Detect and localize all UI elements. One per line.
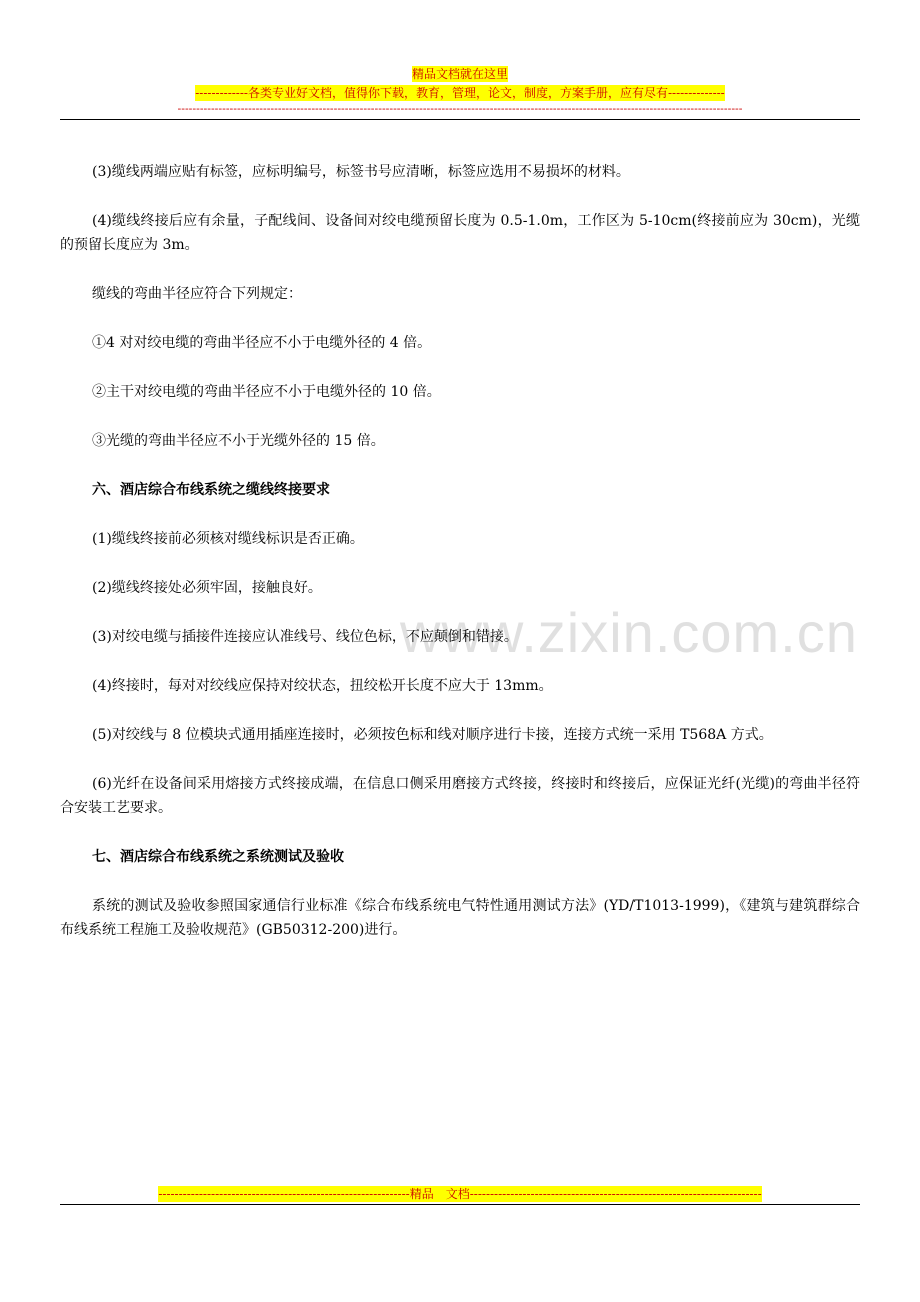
paragraph-bend-radius-fiber: ③光缆的弯曲半径应不小于光缆外径的 15 倍。 [92, 433, 385, 449]
paragraph-termination-2: (2)缆线终接处必须牢固，接触良好。 [92, 580, 322, 596]
paragraph-testing: 系统的测试及验收参照国家通信行业标准《综合布线系统电气特性通用测试方法》(YD/T1013-1999)，《建筑与建筑群综合布线系统工程施工及验收规范》(GB50312-200)进行。 [60, 898, 860, 938]
paragraph-termination-4: (4)终接时，每对对绞线应保持对绞状态，扭绞松开长度不应大于 13mm。 [92, 678, 553, 694]
paragraph-label-requirement: (3)缆线两端应贴有标签，应标明编号，标签书号应清晰，标签应选用不易损坏的材料。 [92, 164, 630, 180]
paragraph-termination-6: (6)光纤在设备间采用熔接方式终接成端，在信息口侧采用磨接方式终接，终接时和终接后，应保证光纤(光缆)的弯曲半径符合安装工艺要求。 [60, 776, 860, 816]
document-body [60, 160, 860, 967]
watermark: www.zixin.com.cn [400, 601, 858, 664]
paragraph-termination-5: (5)对绞线与 8 位模块式通用插座连接时，必须按色标和线对顺序进行卡接，连接方式统一采用 T568A 方式。 [92, 727, 773, 743]
page-footer [60, 1186, 860, 1202]
header-dashed-line: -------------------------------------------------------------------------------------------------------------------------------------------------------- [177, 103, 743, 115]
footer-text: --------------------------------------------------------------精品 文档------------------------------------------------------------------------ [158, 1187, 762, 1201]
paragraph-bend-radius-4pair: ①4 对对绞电缆的弯曲半径应不小于电缆外径的 4 倍。 [92, 335, 432, 351]
section-heading-testing: 七、酒店综合布线系统之系统测试及验收 [92, 849, 344, 865]
paragraph-reserve-length: (4)缆线终接后应有余量，子配线间、设备间对绞电缆预留长度为 0.5-1.0m，工作区为 5-10cm(终接前应为 30cm)，光缆的预留长度应为 3m。 [60, 213, 860, 253]
footer-rule [60, 1204, 860, 1205]
paragraph-termination-3: (3)对绞电缆与插接件连接应认准线号、线位色标，不应颠倒和错接。 [92, 629, 518, 645]
header-rule [60, 119, 860, 120]
paragraph-bend-radius-trunk: ②主干对绞电缆的弯曲半径应不小于电缆外径的 10 倍。 [92, 384, 441, 400]
paragraph-termination-1: (1)缆线终接前必须核对缆线标识是否正确。 [92, 531, 364, 547]
paragraph-bend-radius-intro: 缆线的弯曲半径应符合下列规定： [92, 286, 302, 302]
header-tagline: -------------各类专业好文档，值得你下载，教育，管理，论文，制度，方案手册，应有尽有-------------- [195, 86, 725, 100]
page-header [60, 66, 860, 115]
section-heading-termination: 六、酒店综合布线系统之缆线终接要求 [92, 482, 330, 498]
header-title: 精品文档就在这里 [411, 67, 508, 81]
